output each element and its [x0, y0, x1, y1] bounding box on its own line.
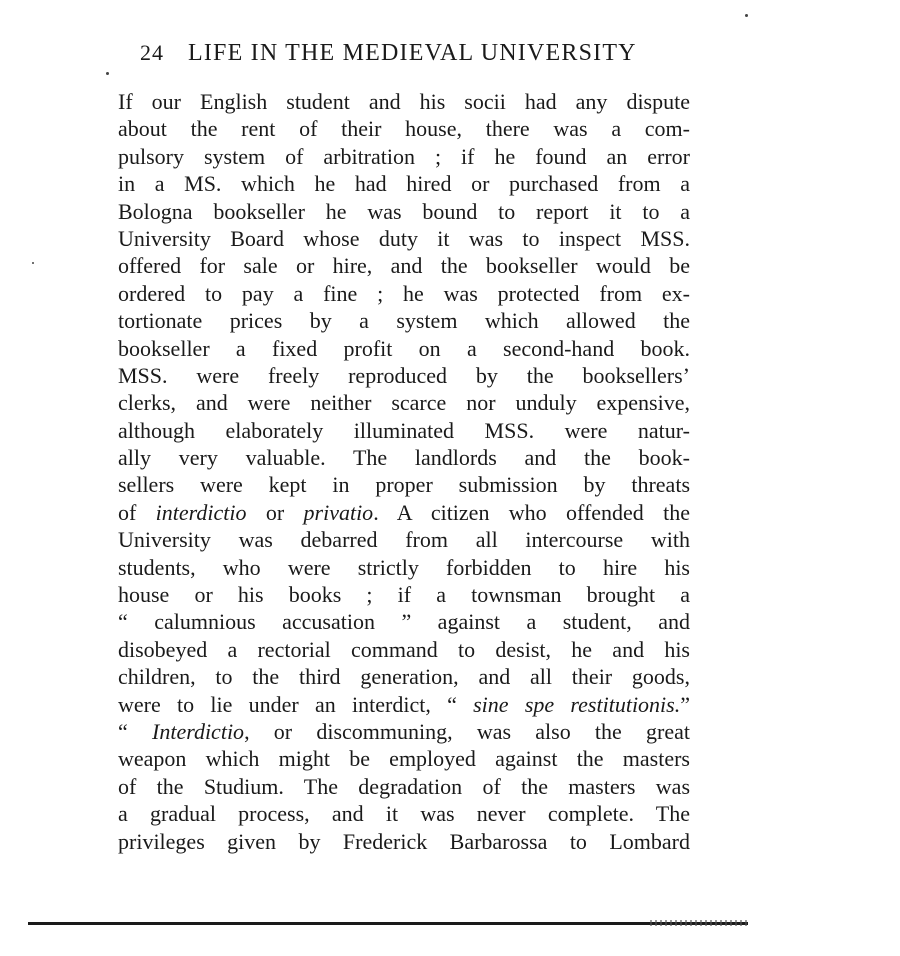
- text-segment: . A citizen who offended the: [373, 499, 691, 525]
- text-line: [118, 608, 690, 635]
- ink-speck: [32, 262, 34, 264]
- text-line: [118, 417, 690, 444]
- text-line: [118, 143, 690, 170]
- text-segment: sellers were kept in proper submission by threats: [118, 472, 690, 498]
- text-segment: or: [246, 499, 304, 525]
- text-line: [118, 252, 690, 279]
- text-line: [118, 663, 690, 690]
- body-text: [118, 88, 690, 855]
- italic-phrase: sine spe restitutionis.: [473, 691, 681, 717]
- text-line: [118, 800, 690, 827]
- text-segment: of: [118, 499, 156, 525]
- text-line: [118, 115, 690, 142]
- text-segment: , or discommuning, was also the great: [244, 718, 691, 744]
- text-segment: ally very valuable. The landlords and the book-: [118, 445, 690, 471]
- ink-speck: [106, 72, 109, 75]
- text-line: [118, 362, 690, 389]
- text-segment: offered for sale or hire, and the bookseller would be: [118, 253, 690, 279]
- text-segment: privileges given by Frederick Barbarossa to Lombard: [118, 828, 690, 854]
- text-line: [118, 444, 690, 471]
- text-segment: were to lie under an interdict, “: [118, 691, 474, 717]
- text-segment: disobeyed a rectorial command to desist, he and his: [118, 636, 690, 662]
- text-line: [118, 225, 690, 252]
- text-line: [118, 773, 690, 800]
- text-line: [118, 691, 690, 718]
- text-segment: of the Studium. The degradation of the masters was: [118, 773, 690, 799]
- text-line: [118, 170, 690, 197]
- running-header: [140, 40, 700, 72]
- text-segment: students, who were strictly forbidden to hire his: [118, 554, 690, 580]
- text-segment: tortionate prices by a system which allowed the: [118, 308, 690, 334]
- text-segment: weapon which might be employed against the masters: [118, 746, 690, 772]
- italic-phrase: interdictio: [155, 499, 247, 525]
- text-segment: ordered to pay a fine ; he was protected from ex-: [118, 280, 690, 306]
- text-line: [118, 471, 690, 498]
- ink-speck: [745, 14, 748, 17]
- text-segment: in a MS. which he had hired or purchased from a: [118, 171, 690, 197]
- text-line: [118, 198, 690, 225]
- text-segment: “ calumnious accusation ” against a student, and: [118, 609, 690, 635]
- text-segment: “: [118, 718, 152, 744]
- text-line: [118, 718, 690, 745]
- footer-rule: [28, 922, 748, 925]
- text-segment: bookseller a fixed profit on a second-hand book.: [118, 335, 690, 361]
- text-segment: clerks, and were neither scarce nor unduly expensive,: [118, 390, 690, 416]
- running-title: LIFE IN THE MEDIEVAL UNIVERSITY: [188, 40, 637, 66]
- italic-phrase: Interdictio: [152, 718, 245, 744]
- text-segment: a gradual process, and it was never complete. The: [118, 801, 690, 827]
- text-line: [118, 828, 690, 855]
- text-segment: If our English student and his socii had any dispute: [118, 89, 690, 114]
- text-line: [118, 745, 690, 772]
- text-line: [118, 554, 690, 581]
- text-segment: about the rent of their house, there was a com-: [118, 116, 690, 142]
- text-segment: University Board whose duty it was to inspect MSS.: [118, 225, 690, 251]
- text-line: [118, 88, 690, 115]
- text-line: [118, 307, 690, 334]
- text-segment: Bologna bookseller he was bound to report it to a: [118, 198, 690, 224]
- text-segment: University was debarred from all intercourse with: [118, 527, 690, 553]
- text-segment: pulsory system of arbitration ; if he found an error: [118, 143, 690, 169]
- text-line: [118, 581, 690, 608]
- text-line: [118, 280, 690, 307]
- text-line: [118, 389, 690, 416]
- text-segment: house or his books ; if a townsman brought a: [118, 582, 690, 608]
- italic-phrase: privatio: [303, 499, 374, 525]
- text-line: [118, 636, 690, 663]
- text-segment: although elaborately illuminated MSS. were natur-: [118, 417, 690, 443]
- text-line: [118, 499, 690, 526]
- text-line: [118, 526, 690, 553]
- page-number: 24: [140, 40, 164, 65]
- footer-rule-smudge: [650, 920, 750, 926]
- text-segment: children, to the third generation, and all their goods,: [118, 664, 690, 690]
- text-line: [118, 335, 690, 362]
- text-segment: MSS. were freely reproduced by the booksellers’: [118, 362, 690, 388]
- text-segment: ”: [680, 691, 690, 717]
